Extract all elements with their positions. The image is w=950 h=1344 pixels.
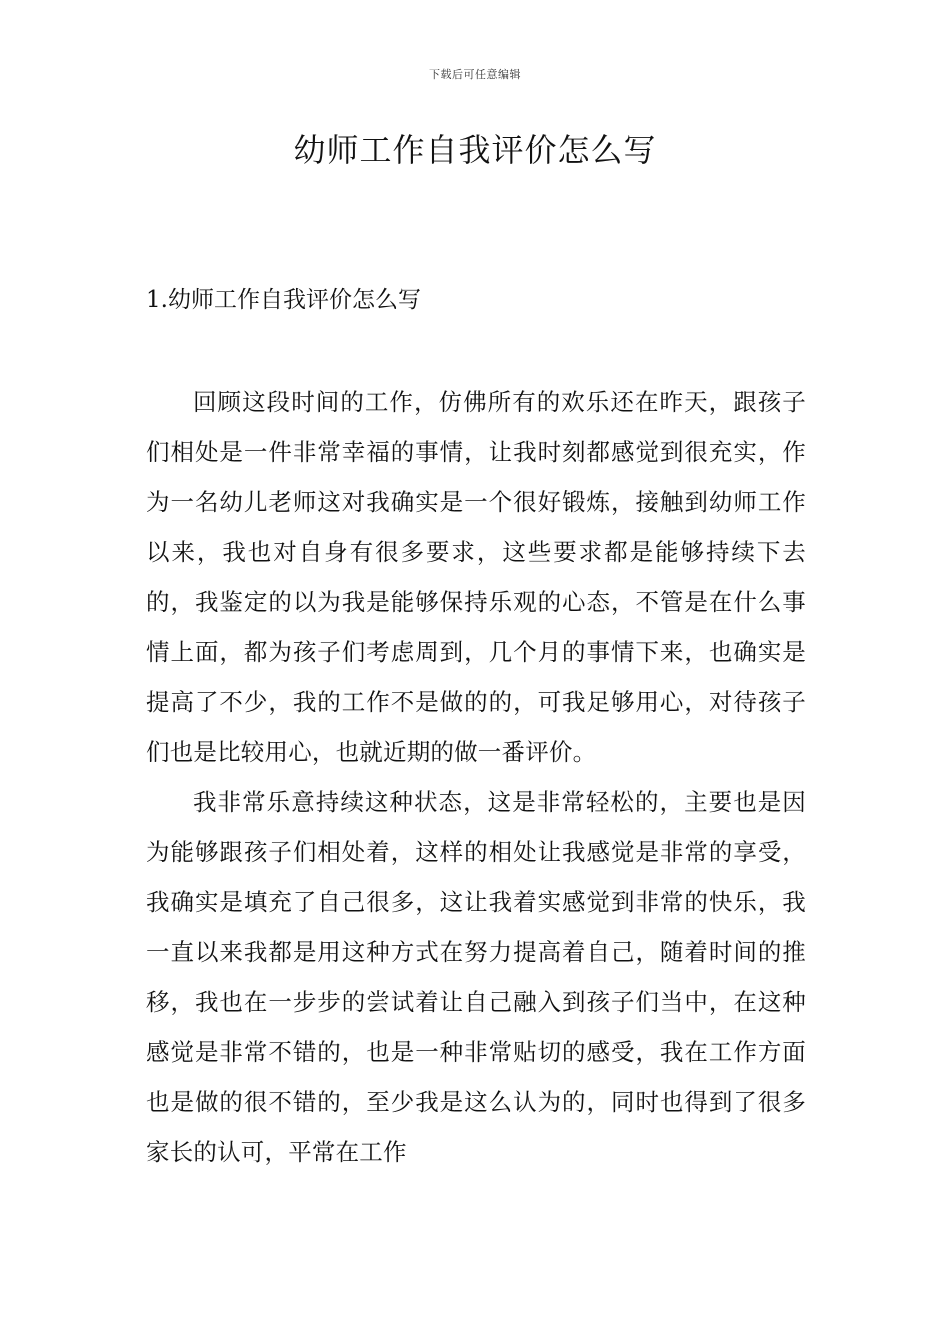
section-heading: 1.幼师工作自我评价怎么写 [146,287,421,313]
paragraph-2: 我非常乐意持续这种状态，这是非常轻松的，主要也是因为能够跟孩子们相处着，这样的相处让我感觉是非常的享受，我确实是填充了自己很多，这让我着实感觉到非常的快乐，我一直以来我都是用这种方式在努力提高着自己，随着时间的推移，我也在一步步的尝试着让自己融入到孩子们当中，在这种感觉是非常不错的，也是一种非常贴切的感受，我在工作方面也是做的很不错的，至少我是这么认为的，同时也得到了很多家长的认可，平常在工作 [146,788,806,1166]
document-title: 幼师工作自我评价怎么写 [293,131,657,169]
header-note: 下载后可任意编辑 [429,68,521,81]
body-text [146,377,806,1177]
paragraph-1: 回顾这段时间的工作，仿佛所有的欢乐还在昨天，跟孩子们相处是一件非常幸福的事情，让我时刻都感觉到很充实，作为一名幼儿老师这对我确实是一个很好锻炼，接触到幼师工作以来，我也对自身有很多要求，这些要求都是能够持续下去的，我鉴定的以为我是能够保持乐观的心态，不管是在什么事情上面，都为孩子们考虑周到，几个月的事情下来，也确实是提高了不少，我的工作不是做的的，可我足够用心，对待孩子们也是比较用心，也就近期的做一番评价。 [146,388,806,766]
